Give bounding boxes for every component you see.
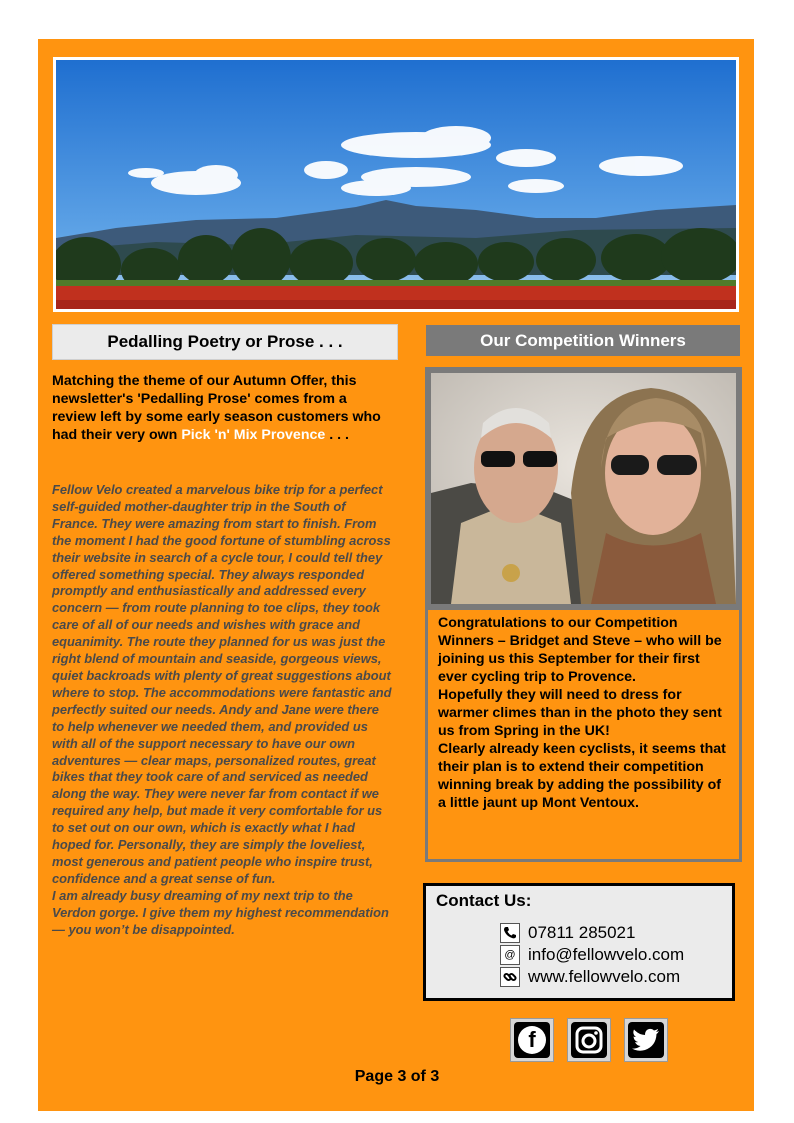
review-paragraph: I am already busy dreaming of my next trip to the Verdon gorge. I give them my highest recommendation — you won’t be disappointed. — [52, 887, 389, 937]
facebook-button[interactable] — [510, 1018, 554, 1062]
winners-paragraph: Hopefully they will need to dress for warmer climes than in the photo they sent us from Spring in the UK! — [438, 687, 722, 739]
contact-website-row[interactable] — [500, 966, 680, 988]
review-intro — [52, 372, 392, 444]
pick-n-mix-highlight: Pick 'n' Mix Provence — [181, 427, 326, 443]
hero-landscape-image — [53, 57, 739, 312]
twitter-icon — [628, 1022, 664, 1058]
instagram-icon — [571, 1022, 607, 1058]
contact-email-row[interactable] — [500, 944, 684, 966]
review-paragraph: Fellow Velo created a marvelous bike trip for a perfect self-guided mother-daughter trip in the South of France. They were amazing from start to finish. From the moment I had the good fortune of stumbling across their website in search of a cycle tour, I could tell they offered something special. They always responded promptly and enthusiastically and addressed every concern — from route planning to toe clips, they took care of all of our needs and wishes with grace and equanimity. The route they planned for us was just the right blend of mountain and seaside, gorgeous views, quiet backroads with plenty of great suggestions about where to stop. The accommodations were fantastic and perfectly suited our needs. Andy and Jane were there to help whenever we needed them, and provided us with all of the support necessary to have our own adventures — clear maps, personalized routes, great bikes that they took care of and serviced as needed along the way. They were never far from contact if we required any help, but made it very comfortable for us to set out on our own, which is exactly what I had hoped for. Personally, they are simply the loveliest, most generous and patient people who inspire trust, confidence and a great sense of fun. — [52, 482, 392, 886]
winners-paragraph: Congratulations to our Competition Winners – Bridget and Steve – who will be joining us this September for their first ever cycling trip to Provence. — [438, 615, 722, 685]
intro-ellipsis: . . . — [325, 427, 349, 443]
winners-text — [425, 609, 742, 862]
contact-phone-row[interactable] — [500, 922, 635, 944]
contact-website[interactable]: www.fellowvelo.com — [528, 967, 681, 986]
winners-paragraph: Clearly already keen cyclists, it seems that their plan is to extend their competition winning break by adding the possibility of a little jaunt up Mont Ventoux. — [438, 741, 726, 811]
facebook-icon — [514, 1022, 550, 1058]
phone-icon — [500, 923, 520, 943]
page-number: Page 3 of 3 — [354, 1068, 440, 1085]
winners-photo — [431, 373, 736, 604]
instagram-button[interactable] — [567, 1018, 611, 1062]
twitter-button[interactable] — [624, 1018, 668, 1062]
contact-phone[interactable]: 07811 285021 — [528, 923, 636, 942]
customer-review — [52, 482, 394, 938]
competition-winners-heading: Our Competition Winners — [426, 325, 740, 356]
contact-title: Contact Us: — [436, 891, 532, 910]
intro-text: Matching the theme of our Autumn Offer, this newsletter's 'Pedalling Prose' comes from a review left by some early season customers who had their very own — [52, 373, 381, 443]
winners-photo-frame — [425, 367, 742, 610]
contact-email[interactable]: info@fellowvelo.com — [528, 945, 685, 964]
email-at-icon: @ — [500, 945, 520, 965]
facebook-glyph: f — [518, 1026, 546, 1054]
contact-box — [423, 883, 735, 1001]
link-icon — [500, 967, 520, 987]
pedalling-poetry-heading: Pedalling Poetry or Prose . . . — [52, 324, 398, 360]
